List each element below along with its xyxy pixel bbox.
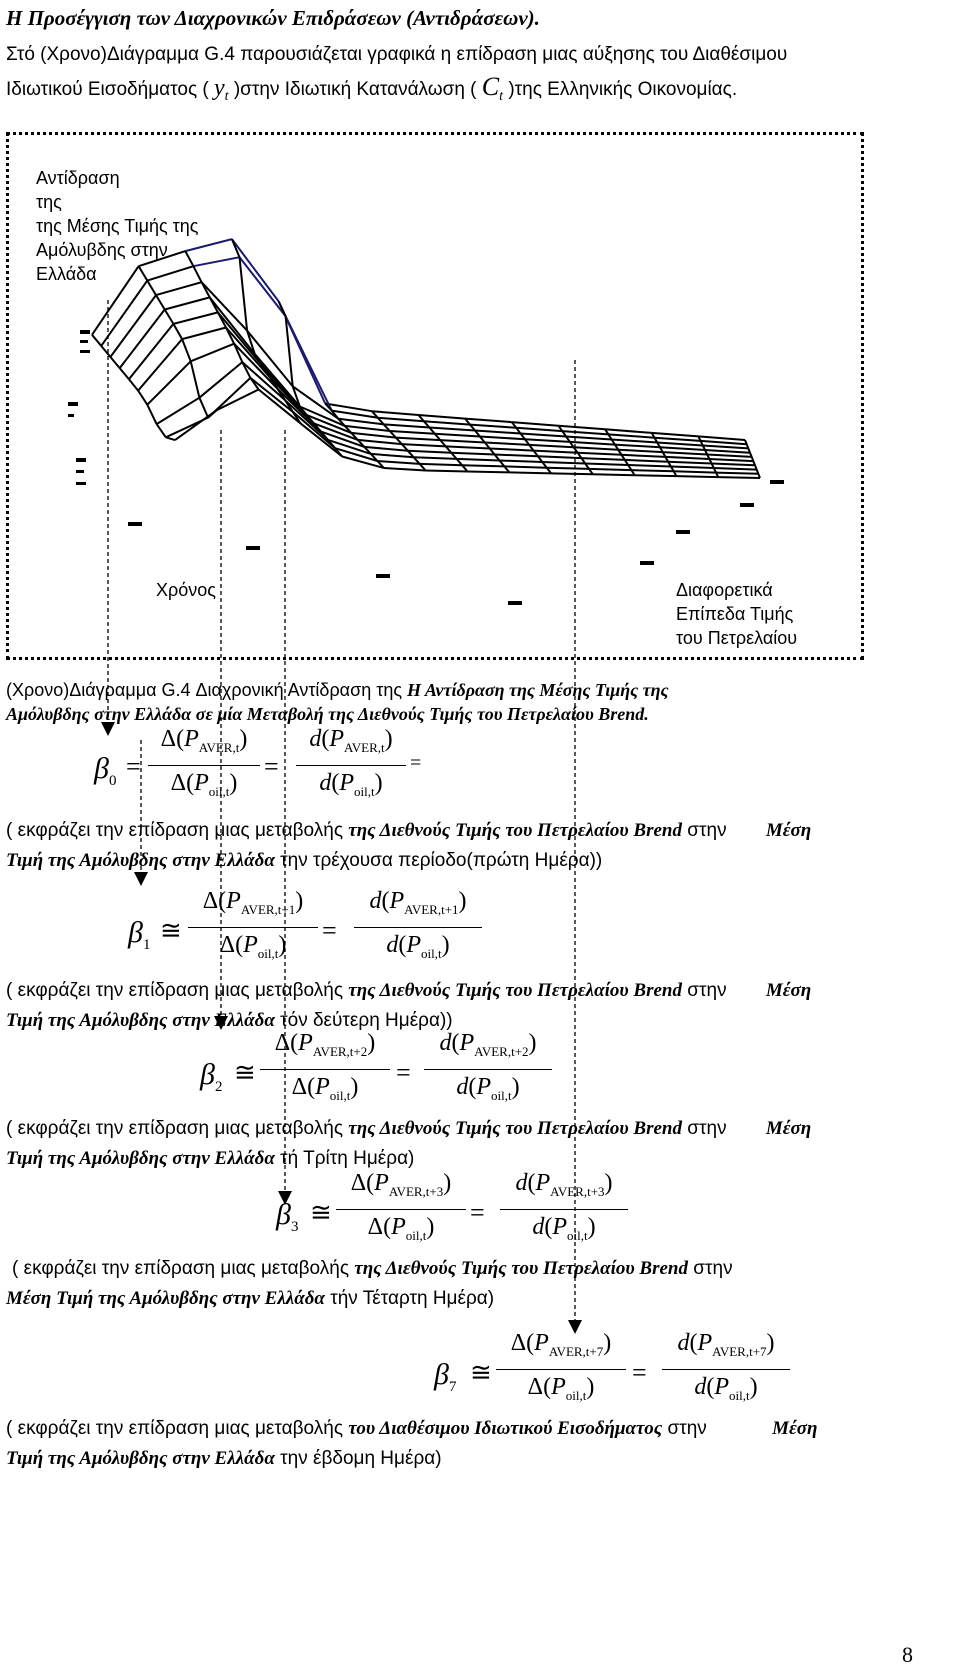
mesh-line bbox=[424, 421, 470, 424]
mesh-line bbox=[468, 472, 510, 473]
fraction-d-2: $d(P_{AVER,t+2})$ $d(P_{oil,t})$ bbox=[424, 1028, 552, 1111]
mesh-line bbox=[138, 339, 182, 391]
mesh-line bbox=[129, 379, 138, 390]
mesh-line bbox=[663, 452, 708, 454]
mesh-line bbox=[516, 428, 562, 431]
mesh-line bbox=[156, 295, 165, 309]
approx-sign: ≅ bbox=[234, 1058, 256, 1087]
mesh-line bbox=[173, 324, 182, 339]
mesh-line bbox=[457, 459, 500, 461]
intro-line-1: Στό (Χρονο)Διάγραμμα G.4 παρουσιάζεται γραφικά η επίδραση μιας αύξησης του Διαθέσιμου bbox=[6, 44, 788, 65]
mesh-line bbox=[185, 239, 232, 251]
mesh-line bbox=[240, 257, 286, 316]
fraction-d-0: $d(P_{AVER,t})$ $d(P_{oil,t})$ bbox=[296, 724, 406, 807]
mesh-line bbox=[578, 453, 622, 455]
mesh-line bbox=[408, 451, 451, 453]
mesh-line bbox=[716, 473, 758, 474]
mesh-line bbox=[705, 450, 750, 453]
mesh-line bbox=[495, 455, 538, 457]
mesh-line bbox=[193, 257, 239, 266]
explanation-7: ( εκφράζει την επίδραση μιας μεταβολής του Διαθέσιμου Ιδιωτικού Εισοδήματος στην Μέση Τιμή της Αμόλυβδης στην Ελλάδα την έβδομη Ημέρα) bbox=[6, 1418, 818, 1469]
mesh-line bbox=[173, 312, 218, 324]
fraction-delta-2: $\Delta(P_{AVER,t+2})$ $\Delta(P_{oil,t})$ bbox=[260, 1028, 390, 1111]
caption-bold-2: Αμόλυβδης στην Ελλάδα σε μία Μεταβολή της Διεθνούς Τιμής του Πετρελαίου Brend. bbox=[6, 704, 649, 724]
var-y-sub: t bbox=[224, 88, 229, 104]
mesh-line bbox=[490, 449, 534, 451]
mesh-line bbox=[485, 443, 529, 445]
beta-sub: 0 bbox=[108, 773, 117, 789]
approx-sign: ≅ bbox=[310, 1198, 332, 1227]
y-label-line: Διαφορετικά bbox=[676, 580, 773, 600]
surface-mesh bbox=[92, 239, 760, 478]
fraction-d-1: $d(P_{AVER,t+1})$ $d(P_{oil,t})$ bbox=[354, 886, 482, 969]
fraction-d-3: $d(P_{AVER,t+3})$ $d(P_{oil,t})$ bbox=[500, 1168, 628, 1251]
mesh-line bbox=[419, 415, 466, 419]
mesh-line bbox=[504, 466, 546, 467]
mesh-line bbox=[371, 454, 414, 457]
mesh-line bbox=[166, 437, 175, 440]
mesh-line bbox=[668, 462, 711, 464]
mesh-line bbox=[429, 428, 475, 431]
figure-y-label bbox=[676, 578, 797, 650]
equals-sign: = bbox=[264, 752, 279, 781]
mesh-line bbox=[698, 436, 745, 440]
mesh-line bbox=[676, 476, 718, 477]
mesh-line bbox=[480, 437, 525, 440]
mesh-line bbox=[129, 324, 174, 379]
mesh-line bbox=[593, 474, 635, 475]
intro-text-a: Ιδιωτικού Εισοδήματος ( bbox=[6, 79, 209, 100]
mesh-line bbox=[660, 447, 705, 450]
mesh-line bbox=[217, 390, 259, 411]
mesh-line bbox=[426, 471, 468, 472]
mesh-line bbox=[509, 472, 551, 473]
mesh-line bbox=[622, 455, 666, 457]
mesh-line bbox=[534, 451, 578, 453]
mesh-line bbox=[358, 440, 402, 444]
mesh-line bbox=[384, 424, 430, 427]
section-heading: Η Προσέγγιση των Διαχρονικών Επιδράσεων (Αντιδράσεων). bbox=[6, 6, 540, 30]
mesh-line bbox=[451, 453, 494, 455]
mesh-line bbox=[240, 257, 248, 330]
mesh-line bbox=[542, 462, 585, 464]
mesh-line bbox=[120, 368, 129, 379]
z-label-line: Αντίδραση bbox=[36, 168, 120, 188]
mesh-line bbox=[521, 434, 567, 437]
mesh-line bbox=[440, 440, 485, 442]
mesh-line bbox=[435, 434, 480, 437]
mesh-line bbox=[420, 464, 462, 465]
z-label-line: Ελλάδα bbox=[36, 264, 97, 284]
mesh-line bbox=[608, 434, 654, 437]
mesh-line bbox=[605, 429, 652, 433]
mesh-line bbox=[101, 346, 110, 357]
mesh-line bbox=[529, 445, 574, 447]
mesh-line bbox=[191, 344, 234, 362]
equals-sign: = bbox=[126, 752, 141, 781]
mesh-line bbox=[110, 295, 156, 357]
beta-3: $\beta_3$ bbox=[276, 1198, 299, 1235]
mesh-line bbox=[712, 464, 755, 466]
mesh-line bbox=[674, 471, 716, 472]
mesh-line bbox=[147, 266, 193, 280]
mesh-line bbox=[147, 361, 190, 404]
mesh-line bbox=[612, 440, 658, 443]
mesh-line bbox=[402, 444, 446, 446]
mesh-line bbox=[338, 419, 384, 425]
caption-prefix: (Χρονο)Διάγραμμα G.4 Διαχρονική Αντίδραση της bbox=[6, 680, 408, 700]
mesh-line bbox=[182, 339, 191, 361]
mesh-line bbox=[138, 391, 147, 405]
explanation-3: ( εκφράζει την επίδραση μιας μεταβολής της Διεθνούς Τιμής του Πετρελαίου Brend στην Μέση Τιμή της Αμόλυβδης στην Ελλάδα τήν Τέταρτη Ημέρα) bbox=[6, 1258, 733, 1309]
fraction-d-7: $d(P_{AVER,t+7})$ $d(P_{oil,t})$ bbox=[662, 1328, 790, 1411]
mesh-line bbox=[475, 431, 521, 434]
mesh-line bbox=[547, 468, 589, 469]
mesh-line bbox=[465, 419, 512, 423]
approx-sign: ≅ bbox=[470, 1358, 492, 1387]
mesh-line bbox=[500, 461, 543, 463]
intro-text-b: )στην Ιδιωτική Κατανάλωση ( bbox=[233, 79, 477, 100]
equals-sign: = bbox=[410, 752, 422, 774]
beta-1: $\beta_1$ bbox=[128, 916, 151, 953]
mesh-line bbox=[665, 457, 709, 459]
var-y: y bbox=[213, 75, 225, 101]
mesh-line bbox=[193, 266, 201, 282]
y-label-line: Επίπεδα Τιμής bbox=[676, 604, 794, 624]
beta-2: $\beta_2$ bbox=[200, 1058, 223, 1095]
mesh-line bbox=[618, 450, 663, 452]
mesh-line bbox=[147, 281, 156, 296]
mesh-line bbox=[165, 310, 174, 324]
mesh-line bbox=[182, 328, 226, 340]
page-number: 8 bbox=[902, 1642, 913, 1667]
mesh-line bbox=[378, 418, 424, 422]
figure-x-label: Χρόνος bbox=[156, 580, 216, 600]
mesh-line bbox=[390, 431, 435, 434]
beta-0: $\beta_0$ bbox=[94, 752, 117, 789]
mesh-line bbox=[345, 426, 390, 431]
mesh-line bbox=[525, 439, 570, 442]
mesh-line bbox=[139, 251, 186, 266]
mesh-line bbox=[574, 447, 619, 449]
mesh-line bbox=[157, 424, 166, 437]
mesh-line bbox=[581, 458, 624, 460]
mesh-line bbox=[470, 425, 516, 428]
mesh-line bbox=[562, 431, 608, 434]
mesh-line bbox=[462, 465, 504, 466]
mesh-line bbox=[396, 438, 441, 441]
mesh-line bbox=[446, 446, 490, 448]
mesh-line bbox=[657, 443, 703, 446]
mesh-line bbox=[585, 464, 628, 466]
mesh-line bbox=[631, 470, 673, 471]
mesh-line bbox=[671, 467, 714, 469]
mesh-line bbox=[714, 468, 757, 470]
y-label-line: του Πετρελαίου bbox=[676, 628, 798, 648]
explanation-0: ( εκφράζει την επίδραση μιας μεταβολής της Διεθνούς Τιμής του Πετρελαίου Brend στην Μέση Τιμή της Αμόλυβδης στην Ελλάδα την τρέχουσα περίοδο(πρώτη Ημέρα)) bbox=[6, 820, 812, 871]
intro-text-c: )της Ελληνικής Οικονομίας. bbox=[508, 79, 738, 100]
figure-caption bbox=[6, 678, 946, 726]
mesh-line bbox=[199, 398, 208, 418]
beta-7: $\beta_7$ bbox=[434, 1358, 457, 1395]
mesh-line bbox=[414, 457, 457, 459]
mesh-line bbox=[372, 411, 419, 415]
fraction-delta-7: $\Delta(P_{AVER,t+7})$ $\Delta(P_{oil,t})$ bbox=[496, 1328, 626, 1411]
mesh-line bbox=[351, 433, 396, 438]
mesh-line bbox=[558, 426, 605, 430]
mesh-line bbox=[120, 310, 165, 369]
fraction-delta-0: $\Delta(P_{AVER,t})$ $\Delta(P_{oil,t})$ bbox=[148, 724, 260, 807]
mesh-line bbox=[512, 422, 559, 426]
mesh-line bbox=[157, 398, 200, 424]
mesh-line bbox=[570, 442, 615, 445]
mesh-line bbox=[384, 468, 426, 471]
mesh-line bbox=[652, 433, 699, 437]
fraction-delta-1: $\Delta(P_{AVER,t+1})$ $\Delta(P_{oil,t})$ bbox=[188, 886, 318, 969]
mesh-line bbox=[92, 335, 101, 346]
mesh-line bbox=[185, 251, 193, 266]
mesh-line bbox=[655, 438, 701, 441]
equals-sign: = bbox=[396, 1058, 411, 1087]
mesh-line bbox=[551, 473, 593, 474]
equals-sign: = bbox=[470, 1198, 485, 1227]
mesh-line bbox=[538, 456, 581, 458]
mesh-line bbox=[718, 477, 760, 478]
mesh-line bbox=[377, 461, 419, 464]
explanation-1: ( εκφράζει την επίδραση μιας μεταβολής της Διεθνούς Τιμής του Πετρελαίου Brend στην Μέση Τιμή της Αμόλυβδης στην Ελλάδα τόν δεύτερη Ημέρα)) bbox=[6, 980, 812, 1031]
equals-sign: = bbox=[322, 916, 337, 945]
explanation-2: ( εκφράζει την επίδραση μιας μεταβολής της Διεθνούς Τιμής του Πετρελαίου Brend στην Μέση Τιμή της Αμόλυβδης στην Ελλάδα τή Τρίτη Ημέρα) bbox=[6, 1118, 812, 1169]
mesh-line bbox=[156, 282, 202, 295]
mesh-line bbox=[566, 437, 612, 440]
mesh-line bbox=[709, 459, 753, 461]
mesh-line bbox=[208, 410, 217, 418]
mesh-line bbox=[139, 266, 148, 280]
caption-bold-1: Η Αντίδραση της Μέσης Τιμής της bbox=[407, 680, 669, 700]
mesh-line bbox=[635, 475, 677, 476]
mesh-line bbox=[110, 357, 119, 368]
mesh-line bbox=[191, 361, 200, 397]
mesh-line bbox=[707, 455, 752, 457]
z-label-line: της Μέσης Τιμής της bbox=[36, 216, 199, 236]
mesh-line bbox=[701, 441, 747, 444]
mesh-line bbox=[232, 239, 279, 301]
equals-sign: = bbox=[632, 1358, 647, 1387]
mesh-line bbox=[628, 465, 671, 467]
approx-sign: ≅ bbox=[160, 916, 182, 945]
mesh-line bbox=[615, 445, 660, 448]
fraction-delta-3: $\Delta(P_{AVER,t+3})$ $\Delta(P_{oil,t})$ bbox=[336, 1168, 466, 1251]
mesh-line bbox=[364, 447, 407, 451]
mesh-line bbox=[165, 297, 210, 309]
mesh-line bbox=[625, 460, 668, 462]
z-label-line: της bbox=[36, 192, 62, 212]
mesh-line bbox=[300, 423, 342, 456]
mesh-line bbox=[589, 469, 631, 470]
var-C: C bbox=[481, 72, 500, 101]
mesh-line bbox=[147, 405, 156, 424]
mesh-line bbox=[703, 446, 749, 449]
mesh-line bbox=[234, 344, 242, 362]
var-C-sub: t bbox=[499, 88, 504, 104]
z-label-line: Αμόλυβδης στην bbox=[36, 240, 168, 260]
